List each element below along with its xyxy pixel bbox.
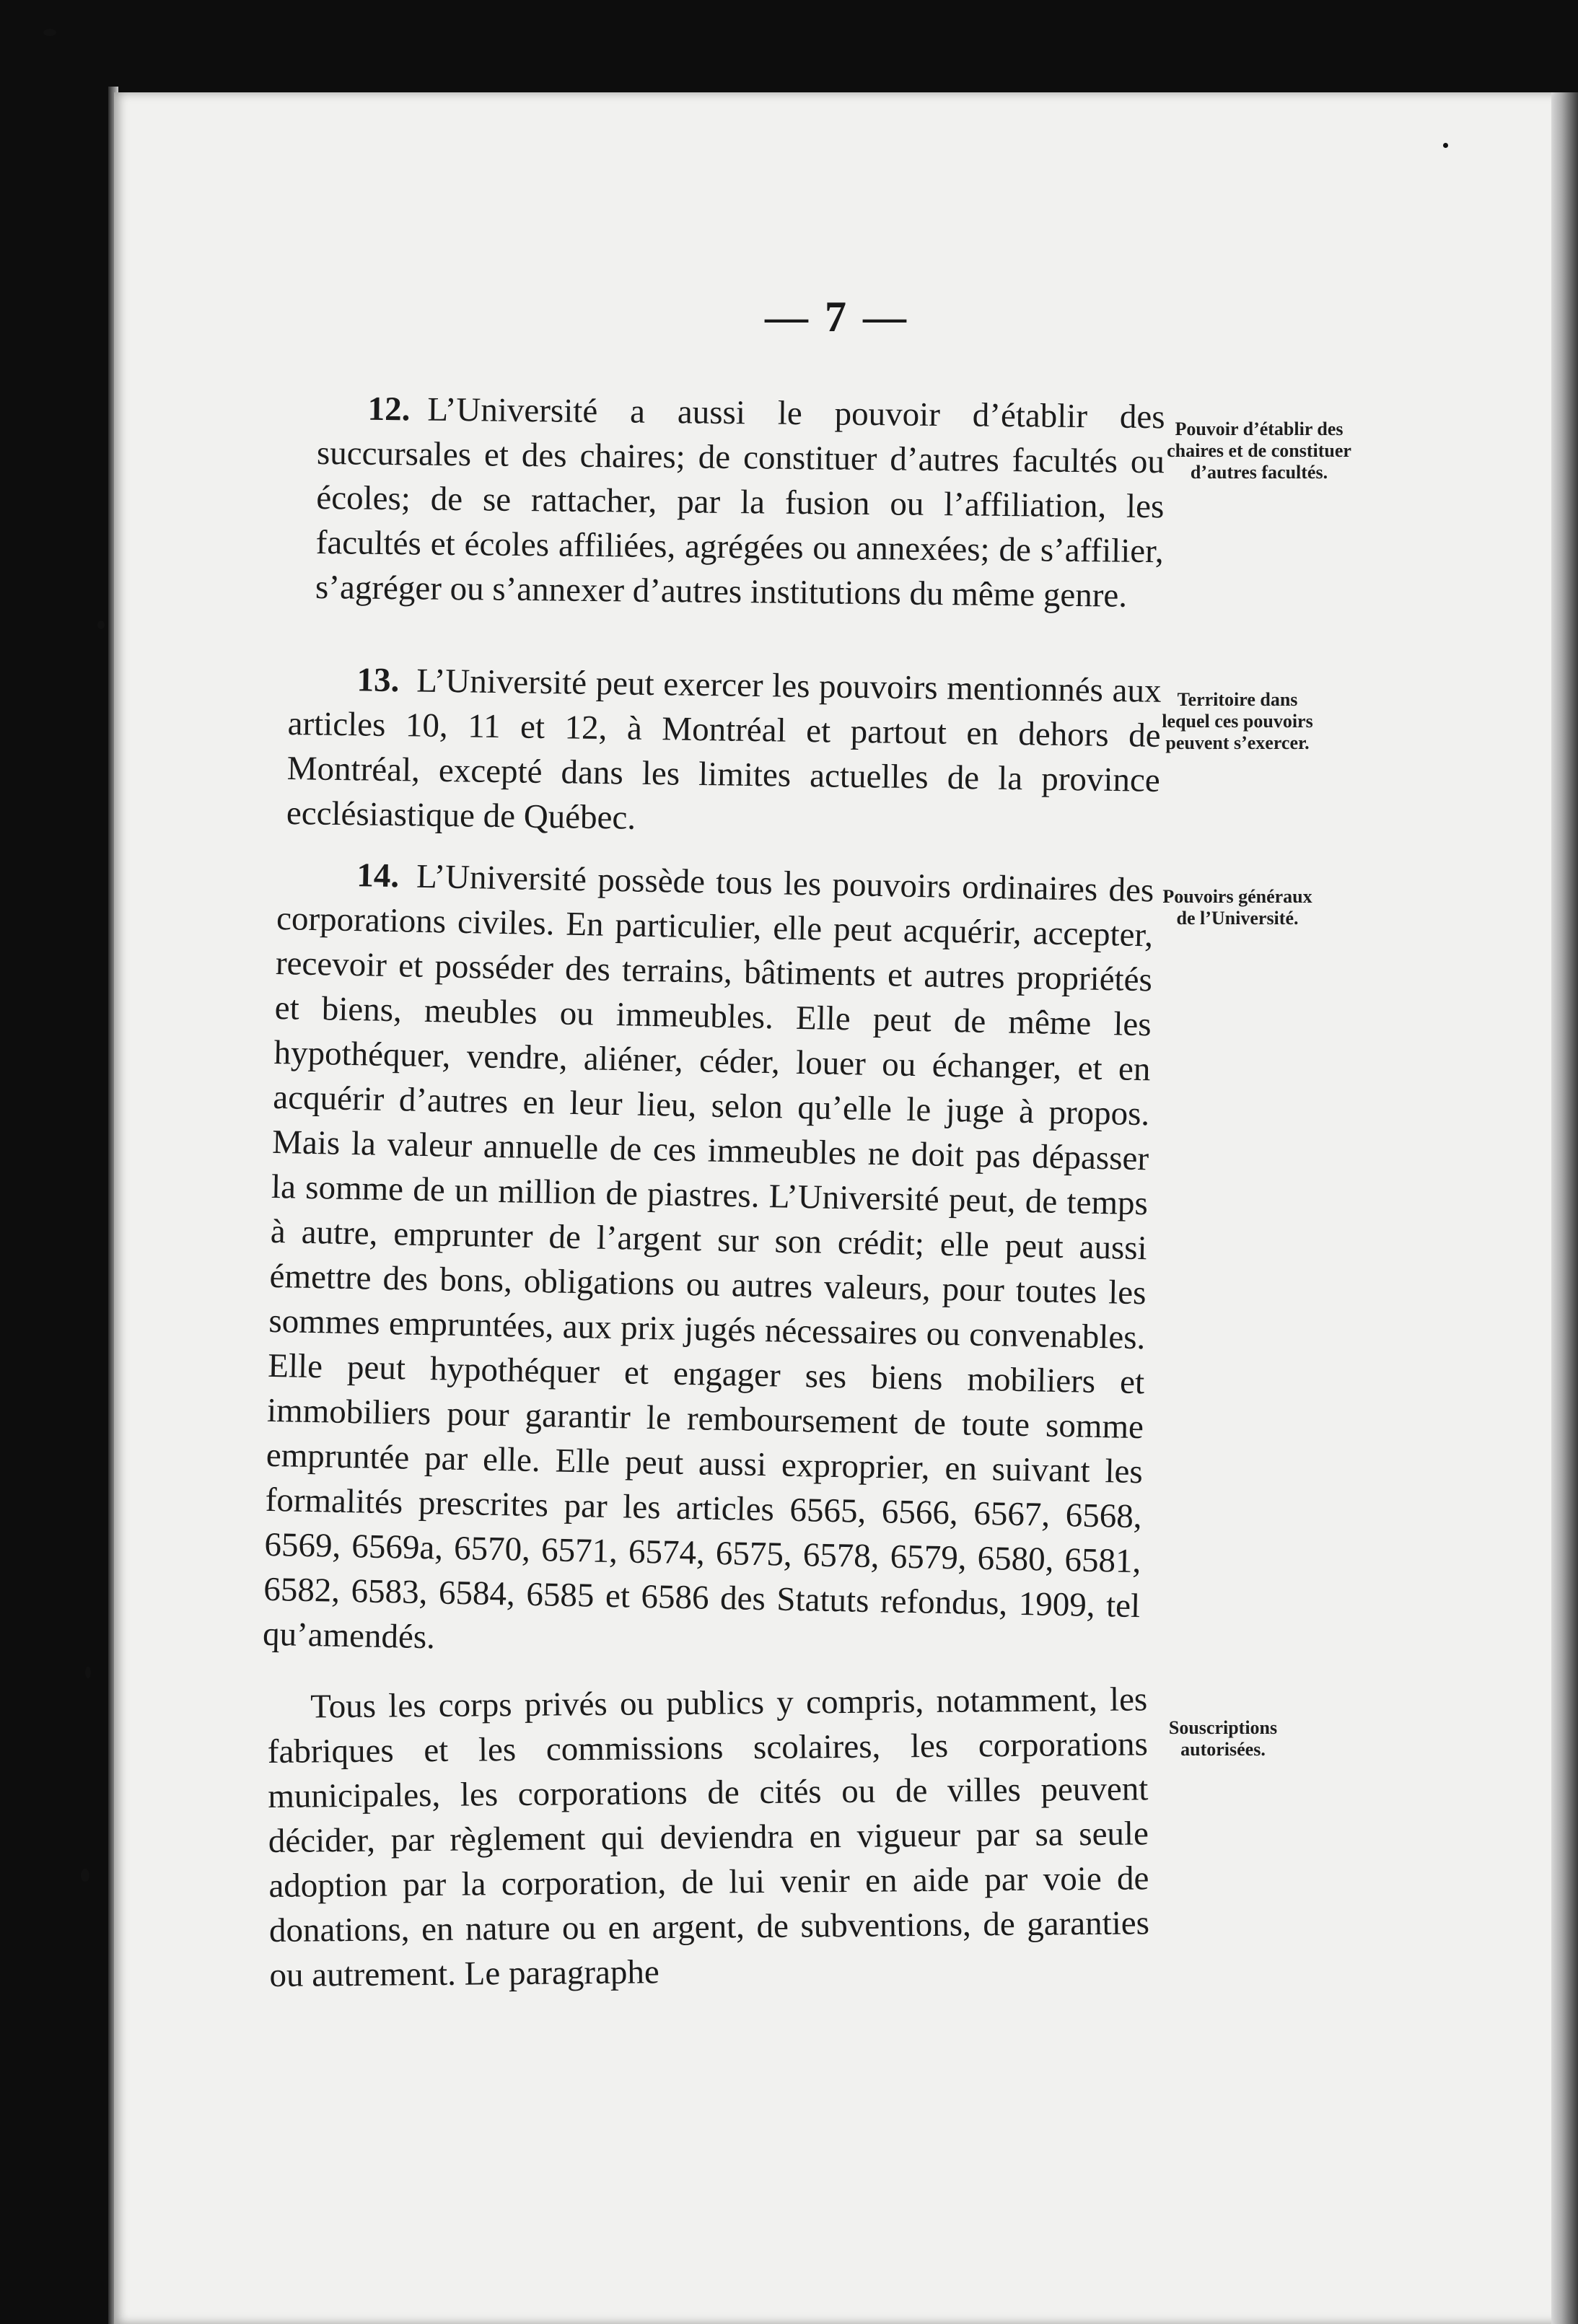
article-13 [286, 657, 1162, 848]
article-text: L’Université peut exercer les pouvoirs mentionnés aux articles 10, 11 et 12, à Montréal et partout en dehors de Montréal, excepté dans les limites actuelles de la province ecclésiastique de Québec. [286, 662, 1162, 837]
article-number: 14. [356, 856, 400, 895]
page-edge [1551, 92, 1578, 2324]
margin-note-article-13: Territoire dans lequel ces pouvoirs peuvent s’exercer. [1162, 689, 1313, 753]
margin-note-article-14: Pouvoirs généraux de l’Université. [1162, 886, 1312, 929]
margin-note-article-12: Pouvoir d’établir des chaires et de constituer d’autres facultés. [1167, 418, 1351, 483]
paragraph-souscriptions: Tous les corps privés ou publics y compris, notamment, les fabriques et les commissions scolaires, les corporations municipales, les corporations de cités ou de villes peuvent décider, par règlement qui deviendra en vigueur par sa seule adoption par la corporation, de lui venir en aide par voie de donations, en nature ou en argent, de subventions, de garanties ou autrement. Le paragraphe [267, 1680, 1150, 1994]
margin-note-souscriptions: Souscriptions autorisées. [1168, 1717, 1278, 1760]
article-12 [315, 386, 1165, 618]
article-number: 13. [356, 661, 400, 700]
article-number: 12. [367, 390, 411, 429]
page-number: — 7 — [765, 293, 909, 341]
article-text: L’Université possède tous les pouvoirs ordinaires des corporations civiles. En particulier, elle peut acquérir, accepter, recevoir et posséder des terrains, bâtiments et autres propriétés et biens, meubles ou immeubles. Elle peut de même les hypothéquer, vendre, aliéner, céder, louer ou échanger, et en acquérir d’autres en leur lieu, selon qu’elle le juge à propos. Mais la valeur annuelle de ces immeubles ne doit pas dépasser la somme de un million de piastres. L’Université peut, de temps à autre, emprunter de l’argent sur son crédit; elle peut aussi émettre des bons, obligations ou autres valeurs, pour toutes les sommes empruntées, aux prix jugés nécessaires ou convenables. Elle peut hypothéquer et engager ses biens mobiliers et immobiliers pour garantir le remboursement de toute somme empruntée par elle. Elle peut aussi exproprier, en suivant les formalités prescrites par les articles 6565, 6566, 6567, 6568, 6569, 6569a, 6570, 6571, 6574, 6575, 6578, 6579, 6580, 6581, 6582, 6583, 6584, 6585 et 6586 des Statuts refondus, 1909, tel qu’amendés. [262, 857, 1154, 1657]
article-14 [263, 851, 1154, 1673]
article-text: L’Université a aussi le pouvoir d’établir des succursales et des chaires; de constituer d’autres facultés ou écoles; de se rattacher, par la fusion ou l’affiliation, les facultés et écoles affiliées, agrégées ou annexées; de s’affilier, s’agréger ou s’annexer d’autres institutions du même genre. [315, 390, 1165, 615]
